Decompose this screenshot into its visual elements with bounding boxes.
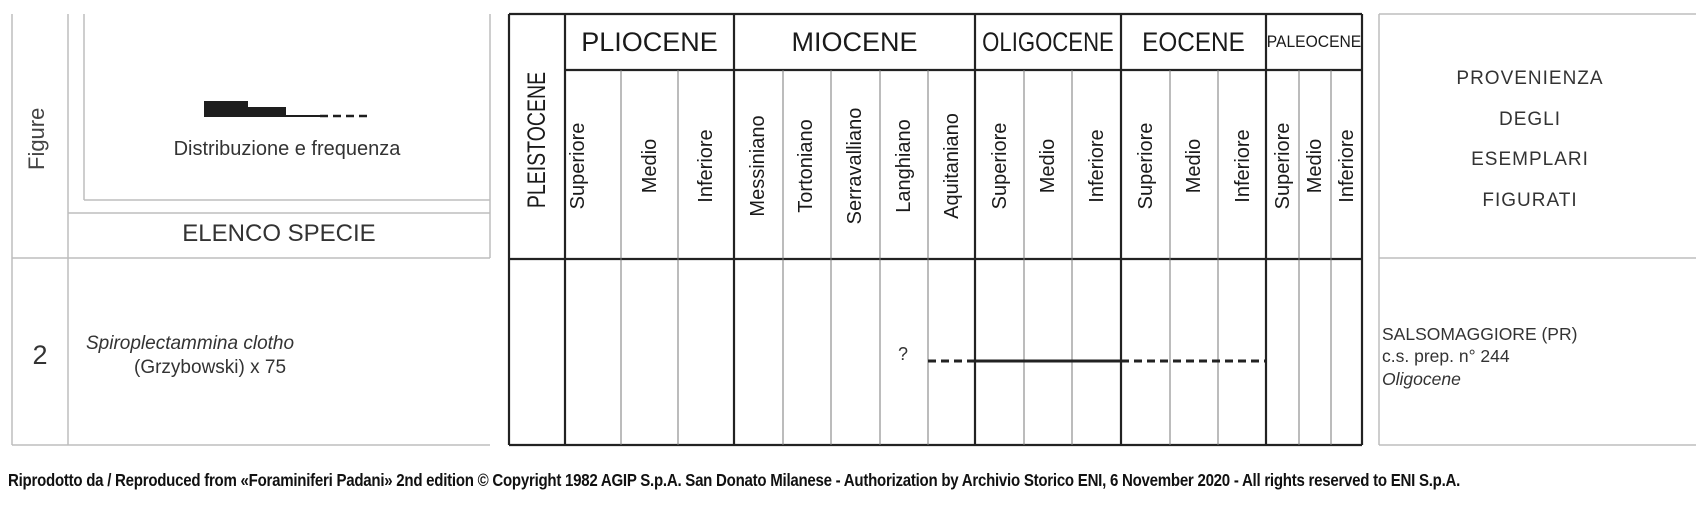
stage-oligocene-inferiore: Inferiore xyxy=(1086,129,1108,203)
period-oligocene: OLIGOCENE xyxy=(982,26,1114,57)
stage-miocene-tortoniano: Tortoniano xyxy=(795,119,817,213)
legend-label: Distribuzione e frequenza xyxy=(173,138,401,160)
uncertain-marker: ? xyxy=(898,344,909,364)
period-eocene: EOCENE xyxy=(1142,26,1245,57)
species-name: Spiroplectammina clotho xyxy=(86,333,295,354)
stage-paleocene-superiore: Superiore xyxy=(1272,122,1294,210)
provenance-header-line-4: FIGURATI xyxy=(1482,190,1578,211)
stage-paleocene-inferiore: Inferiore xyxy=(1336,129,1358,203)
copyright-footer: Riprodotto da / Reproduced from «Foraminiferi Padani» 2nd edition © Copyright 1982 AGIP S.p.A. San Donato Milanese - Authorization by Archivio Storico ENI, 6 November 2020 - All rights reserved to ENI S.p.A. xyxy=(8,470,1461,490)
stage-miocene-langhiano: Langhiano xyxy=(893,119,915,213)
stage-pliocene-medio: Medio xyxy=(639,138,661,194)
provenance-header-line-2: DEGLI xyxy=(1498,109,1562,130)
species-author: (Grzybowski) x 75 xyxy=(134,357,287,378)
stage-oligocene-medio: Medio xyxy=(1037,138,1059,194)
period-pleistocene: PLEISTOCENE xyxy=(523,71,551,209)
stage-miocene-aquitaniano: Aquitaniano xyxy=(941,113,963,219)
period-miocene: MIOCENE xyxy=(791,26,918,57)
stage-eocene-inferiore: Inferiore xyxy=(1232,129,1254,203)
figure-column-label: Figure xyxy=(24,107,49,170)
stage-eocene-medio: Medio xyxy=(1183,138,1205,194)
stage-oligocene-superiore: Superiore xyxy=(989,122,1011,210)
species-list-header: ELENCO SPECIE xyxy=(182,220,376,247)
stage-eocene-superiore: Superiore xyxy=(1135,122,1157,210)
provenance-locality: SALSOMAGGIORE (PR) xyxy=(1382,324,1578,344)
provenance-sample: c.s. prep. n° 244 xyxy=(1382,346,1510,366)
period-paleocene: PALEOCENE xyxy=(1266,32,1362,51)
stage-miocene-serravalliano: Serravalliano xyxy=(844,107,866,225)
provenance-header-line-1: PROVENIENZA xyxy=(1456,68,1604,89)
stage-pliocene-inferiore: Inferiore xyxy=(695,129,717,203)
provenance-age: Oligocene xyxy=(1382,369,1461,389)
period-pliocene: PLIOCENE xyxy=(581,26,718,57)
stage-paleocene-medio: Medio xyxy=(1304,138,1326,194)
stage-pliocene-superiore: Superiore xyxy=(567,122,589,210)
figure-number: 2 xyxy=(32,340,48,370)
stage-miocene-messiniano: Messiniano xyxy=(747,115,769,217)
provenance-header-line-3: ESEMPLARI xyxy=(1471,149,1589,170)
